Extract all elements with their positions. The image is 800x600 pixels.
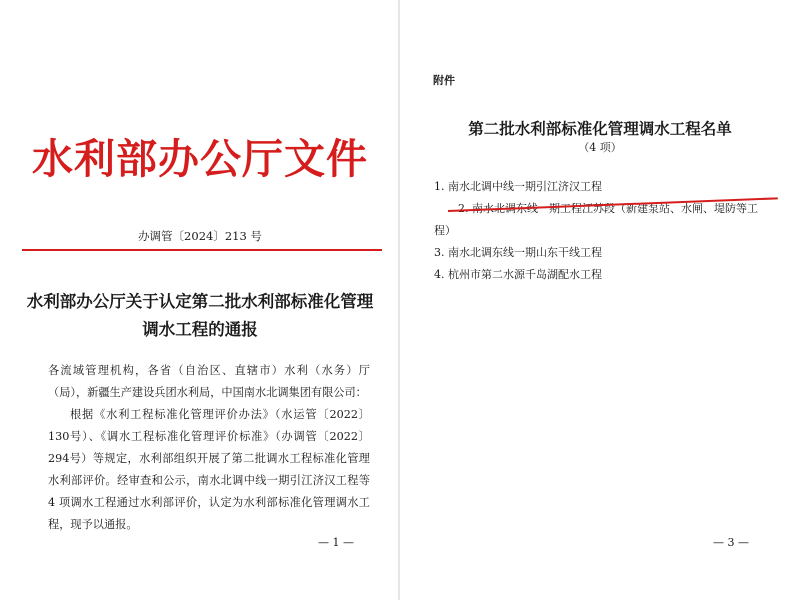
body-paragraph: 根据《水利工程标准化管理评价办法》（水运管〔2022〕130号）、《调水工程标准化管理评价标准》（办调管〔2022〕294号）等规定，水利部组织开展了第二批调水工程标准化管理水利部评价。经审查和公示，南水北调中线一期引江济汉工程等 4 项调水工程通过水利部评价，认定为水利部标准化管理调水工程，现予以通报。	[48, 408, 370, 531]
document-header-title: 水利部办公厅文件	[32, 135, 368, 183]
notice-headline	[20, 288, 380, 344]
salutation: 各流域管理机构，各省（自治区、直辖市）水利（水务）厅（局），新疆生产建设兵团水利局，中国南水北调集团有限公司：	[48, 364, 370, 399]
attachment-label: 附件	[433, 74, 455, 87]
page-number: — 1 —	[318, 536, 354, 549]
list-item: 2. 南水北调东线一期工程江苏段（新建泵站、水闸、堤防等工程）	[434, 202, 758, 237]
page-number: — 3 —	[713, 536, 749, 549]
notice-headline-line2: 调水工程的通报	[142, 320, 258, 339]
notice-headline-line1: 水利部办公厅关于认定第二批水利部标准化管理	[26, 292, 374, 311]
list-item: 1. 南水北调中线一期引江济汉工程	[434, 180, 602, 193]
header-red-rule	[22, 249, 382, 251]
list-item: 4. 杭州市第二水源千岛湖配水工程	[434, 268, 602, 281]
project-list	[434, 176, 770, 286]
list-item: 3. 南水北调东线一期山东干线工程	[434, 246, 602, 259]
list-count: （4 项）	[578, 141, 622, 154]
document-page-3	[400, 0, 800, 600]
notice-body	[48, 360, 370, 536]
list-title: 第二批水利部标准化管理调水工程名单	[468, 119, 732, 138]
document-number: 办调管〔2024〕213 号	[138, 229, 262, 243]
